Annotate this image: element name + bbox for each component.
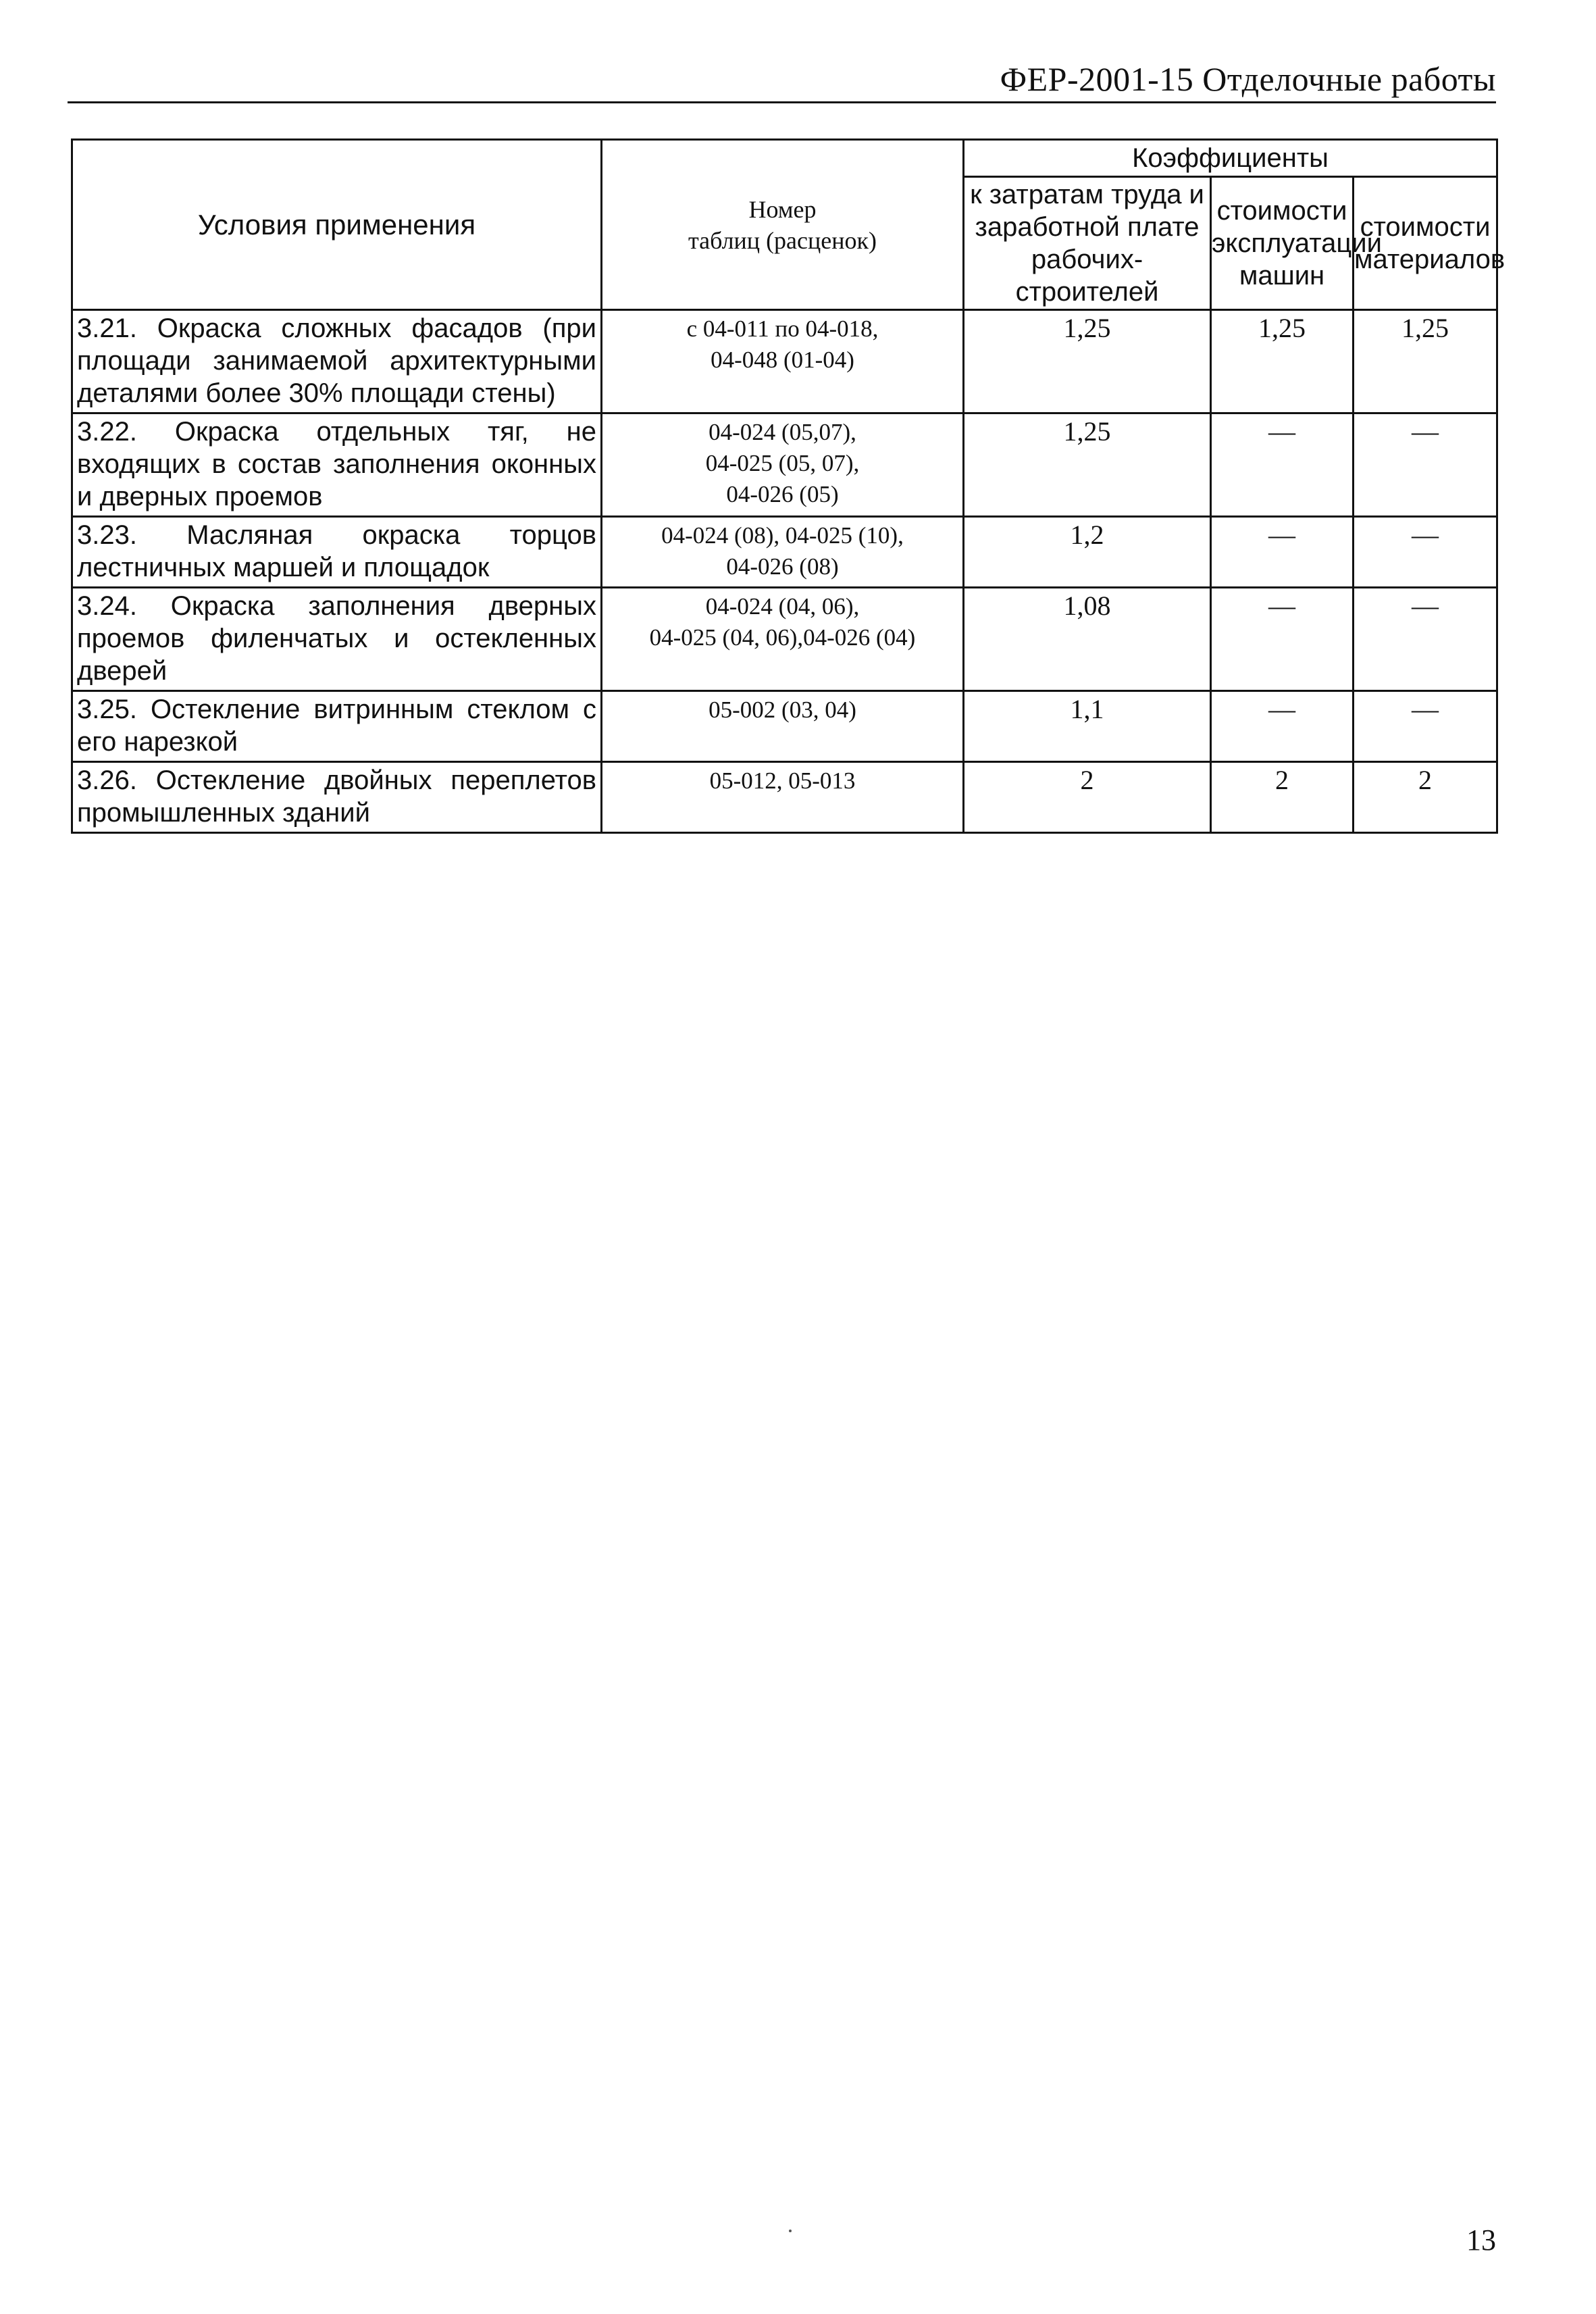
header-conditions: Условия применения	[72, 140, 602, 310]
table-row	[72, 310, 1497, 413]
row-table-number-line: с 04-011 по 04-018,	[686, 316, 879, 342]
row-condition: 3.25. Остекление витринным стеклом с его нарезкой	[72, 691, 602, 762]
row-labor-coef: 1,25	[964, 413, 1211, 517]
row-table-numbers	[602, 310, 964, 413]
row-table-number-line: 05-002 (03, 04)	[709, 697, 856, 723]
running-header-title: ФЕР-2001-15 Отделочные работы	[1000, 60, 1496, 98]
header-number-line-2: таблиц (расценок)	[688, 226, 877, 254]
row-machines-coef: —	[1211, 517, 1354, 588]
row-labor-coef: 2	[964, 762, 1211, 833]
page-number: 13	[1466, 2223, 1496, 2257]
row-condition: 3.23. Масляная окраска торцов лестничных маршей и площадок	[72, 517, 602, 588]
row-materials-coef: —	[1354, 691, 1497, 762]
row-table-numbers	[602, 762, 964, 833]
row-machines-coef: —	[1211, 588, 1354, 691]
table-row	[72, 691, 1497, 762]
header-table-number	[602, 140, 964, 310]
header-coefficients-group: Коэффициенты	[964, 140, 1497, 177]
row-condition: 3.22. Окраска отдельных тяг, не входящих в состав заполнения оконных и дверных проемов	[72, 413, 602, 517]
row-materials-coef: —	[1354, 517, 1497, 588]
row-condition: 3.21. Окраска сложных фасадов (при площади занимаемой архитектурными деталями более 30% площади стены)	[72, 310, 602, 413]
row-table-number-line: 04-025 (04, 06),04-026 (04)	[649, 624, 916, 651]
row-materials-coef: —	[1354, 413, 1497, 517]
row-machines-coef: 1,25	[1211, 310, 1354, 413]
header-materials: стоимости материалов	[1354, 177, 1497, 310]
row-table-numbers	[602, 588, 964, 691]
row-table-number-line: 04-048 (01-04)	[711, 347, 854, 373]
row-machines-coef: —	[1211, 691, 1354, 762]
row-table-number-line: 04-024 (05,07),	[709, 419, 856, 445]
scan-speck	[789, 2230, 792, 2232]
header-divider	[68, 101, 1496, 103]
table-row	[72, 588, 1497, 691]
row-materials-coef: 1,25	[1354, 310, 1497, 413]
row-table-number-line: 04-026 (08)	[726, 553, 839, 580]
row-labor-coef: 1,1	[964, 691, 1211, 762]
coefficients-table	[71, 139, 1505, 834]
table-row	[72, 517, 1497, 588]
row-materials-coef: —	[1354, 588, 1497, 691]
row-table-number-line: 04-025 (05, 07),	[705, 450, 860, 476]
row-table-number-line: 04-026 (05)	[726, 481, 839, 507]
table-row	[72, 762, 1497, 833]
row-table-number-line: 04-024 (04, 06),	[705, 593, 860, 620]
row-machines-coef: 2	[1211, 762, 1354, 833]
row-table-numbers	[602, 413, 964, 517]
row-table-numbers	[602, 691, 964, 762]
row-table-number-line: 05-012, 05-013	[709, 768, 856, 794]
row-labor-coef: 1,2	[964, 517, 1211, 588]
table-row	[72, 413, 1497, 517]
row-materials-coef: 2	[1354, 762, 1497, 833]
row-condition: 3.24. Окраска заполнения дверных проемов филенчатых и остекленных дверей	[72, 588, 602, 691]
header-number-line-1: Номер	[748, 195, 817, 223]
row-machines-coef: —	[1211, 413, 1354, 517]
row-table-number-line: 04-024 (08), 04-025 (10),	[661, 522, 904, 549]
row-labor-coef: 1,08	[964, 588, 1211, 691]
header-labor: к затратам труда и заработной плате рабочих-строителей	[964, 177, 1211, 310]
header-machines: стоимости эксплуатации машин	[1211, 177, 1354, 310]
row-table-numbers	[602, 517, 964, 588]
row-labor-coef: 1,25	[964, 310, 1211, 413]
row-condition: 3.26. Остекление двойных переплетов промышленных зданий	[72, 762, 602, 833]
